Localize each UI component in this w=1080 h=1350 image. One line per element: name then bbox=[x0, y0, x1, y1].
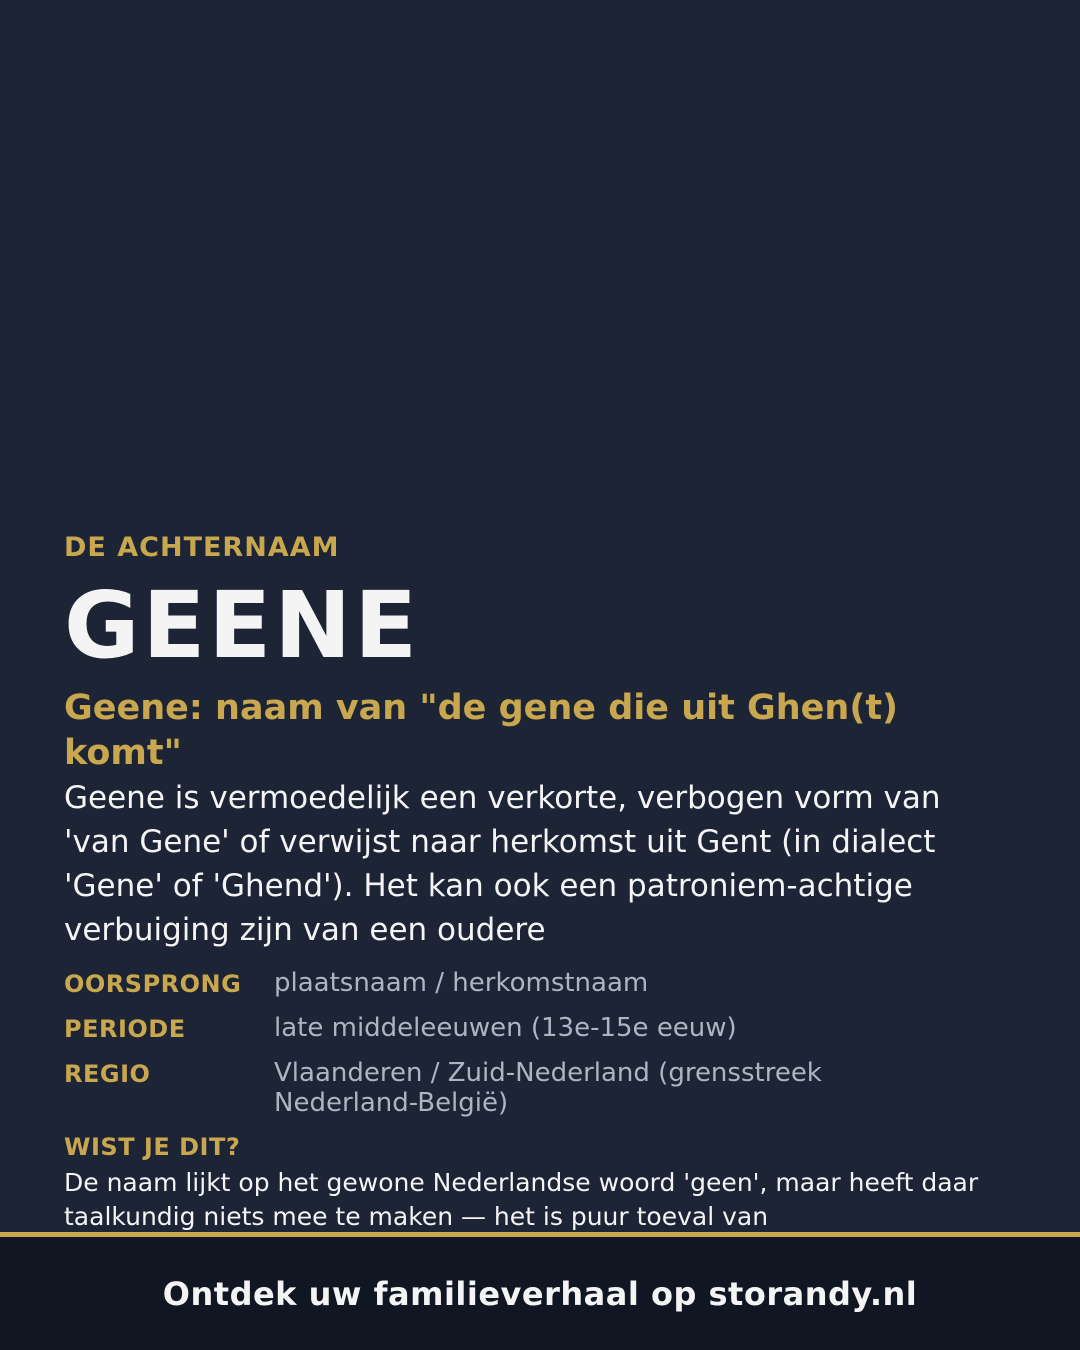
card-content bbox=[64, 530, 1024, 1234]
fact-label-period: PERIODE bbox=[64, 1015, 186, 1043]
facts-list bbox=[64, 968, 1024, 1118]
fact-row-region bbox=[64, 1058, 1024, 1118]
surname-description: Geene is vermoedelijk een verkorte, verbogen vorm van 'van Gene' of verwijst naar herkomst uit Gent (in dialect 'Gene' of 'Ghend'). Het kan ook een patroniem-achtige verbuiging zijn van een oudere bbox=[64, 780, 941, 948]
surname-subtitle: Geene: naam van "de gene die uit Ghen(t) komt" bbox=[64, 688, 899, 773]
footer-banner bbox=[0, 1232, 1080, 1350]
trivia-text: De naam lijkt op het gewone Nederlandse woord 'geen', maar heeft daar taalkundig niets mee te maken — het is puur toeval van bbox=[64, 1168, 979, 1231]
footer-cta-text: Ontdek uw familieverhaal op storandy.nl bbox=[162, 1274, 918, 1313]
fact-value-region: Vlaanderen / Zuid-Nederland (grensstreek Nederland-België) bbox=[274, 1058, 822, 1118]
fact-row-period bbox=[64, 1013, 1024, 1044]
trivia-label: WIST JE DIT? bbox=[64, 1133, 241, 1161]
fact-value-period: late middeleeuwen (13e-15e eeuw) bbox=[274, 1013, 737, 1043]
fact-value-origin: plaatsnaam / herkomstnaam bbox=[274, 968, 649, 998]
kicker-label: DE ACHTERNAAM bbox=[64, 532, 340, 563]
fact-label-region: REGIO bbox=[64, 1060, 151, 1088]
fact-row-origin bbox=[64, 968, 1024, 999]
surname-title: GEENE bbox=[64, 572, 421, 679]
fact-label-origin: OORSPRONG bbox=[64, 970, 242, 998]
